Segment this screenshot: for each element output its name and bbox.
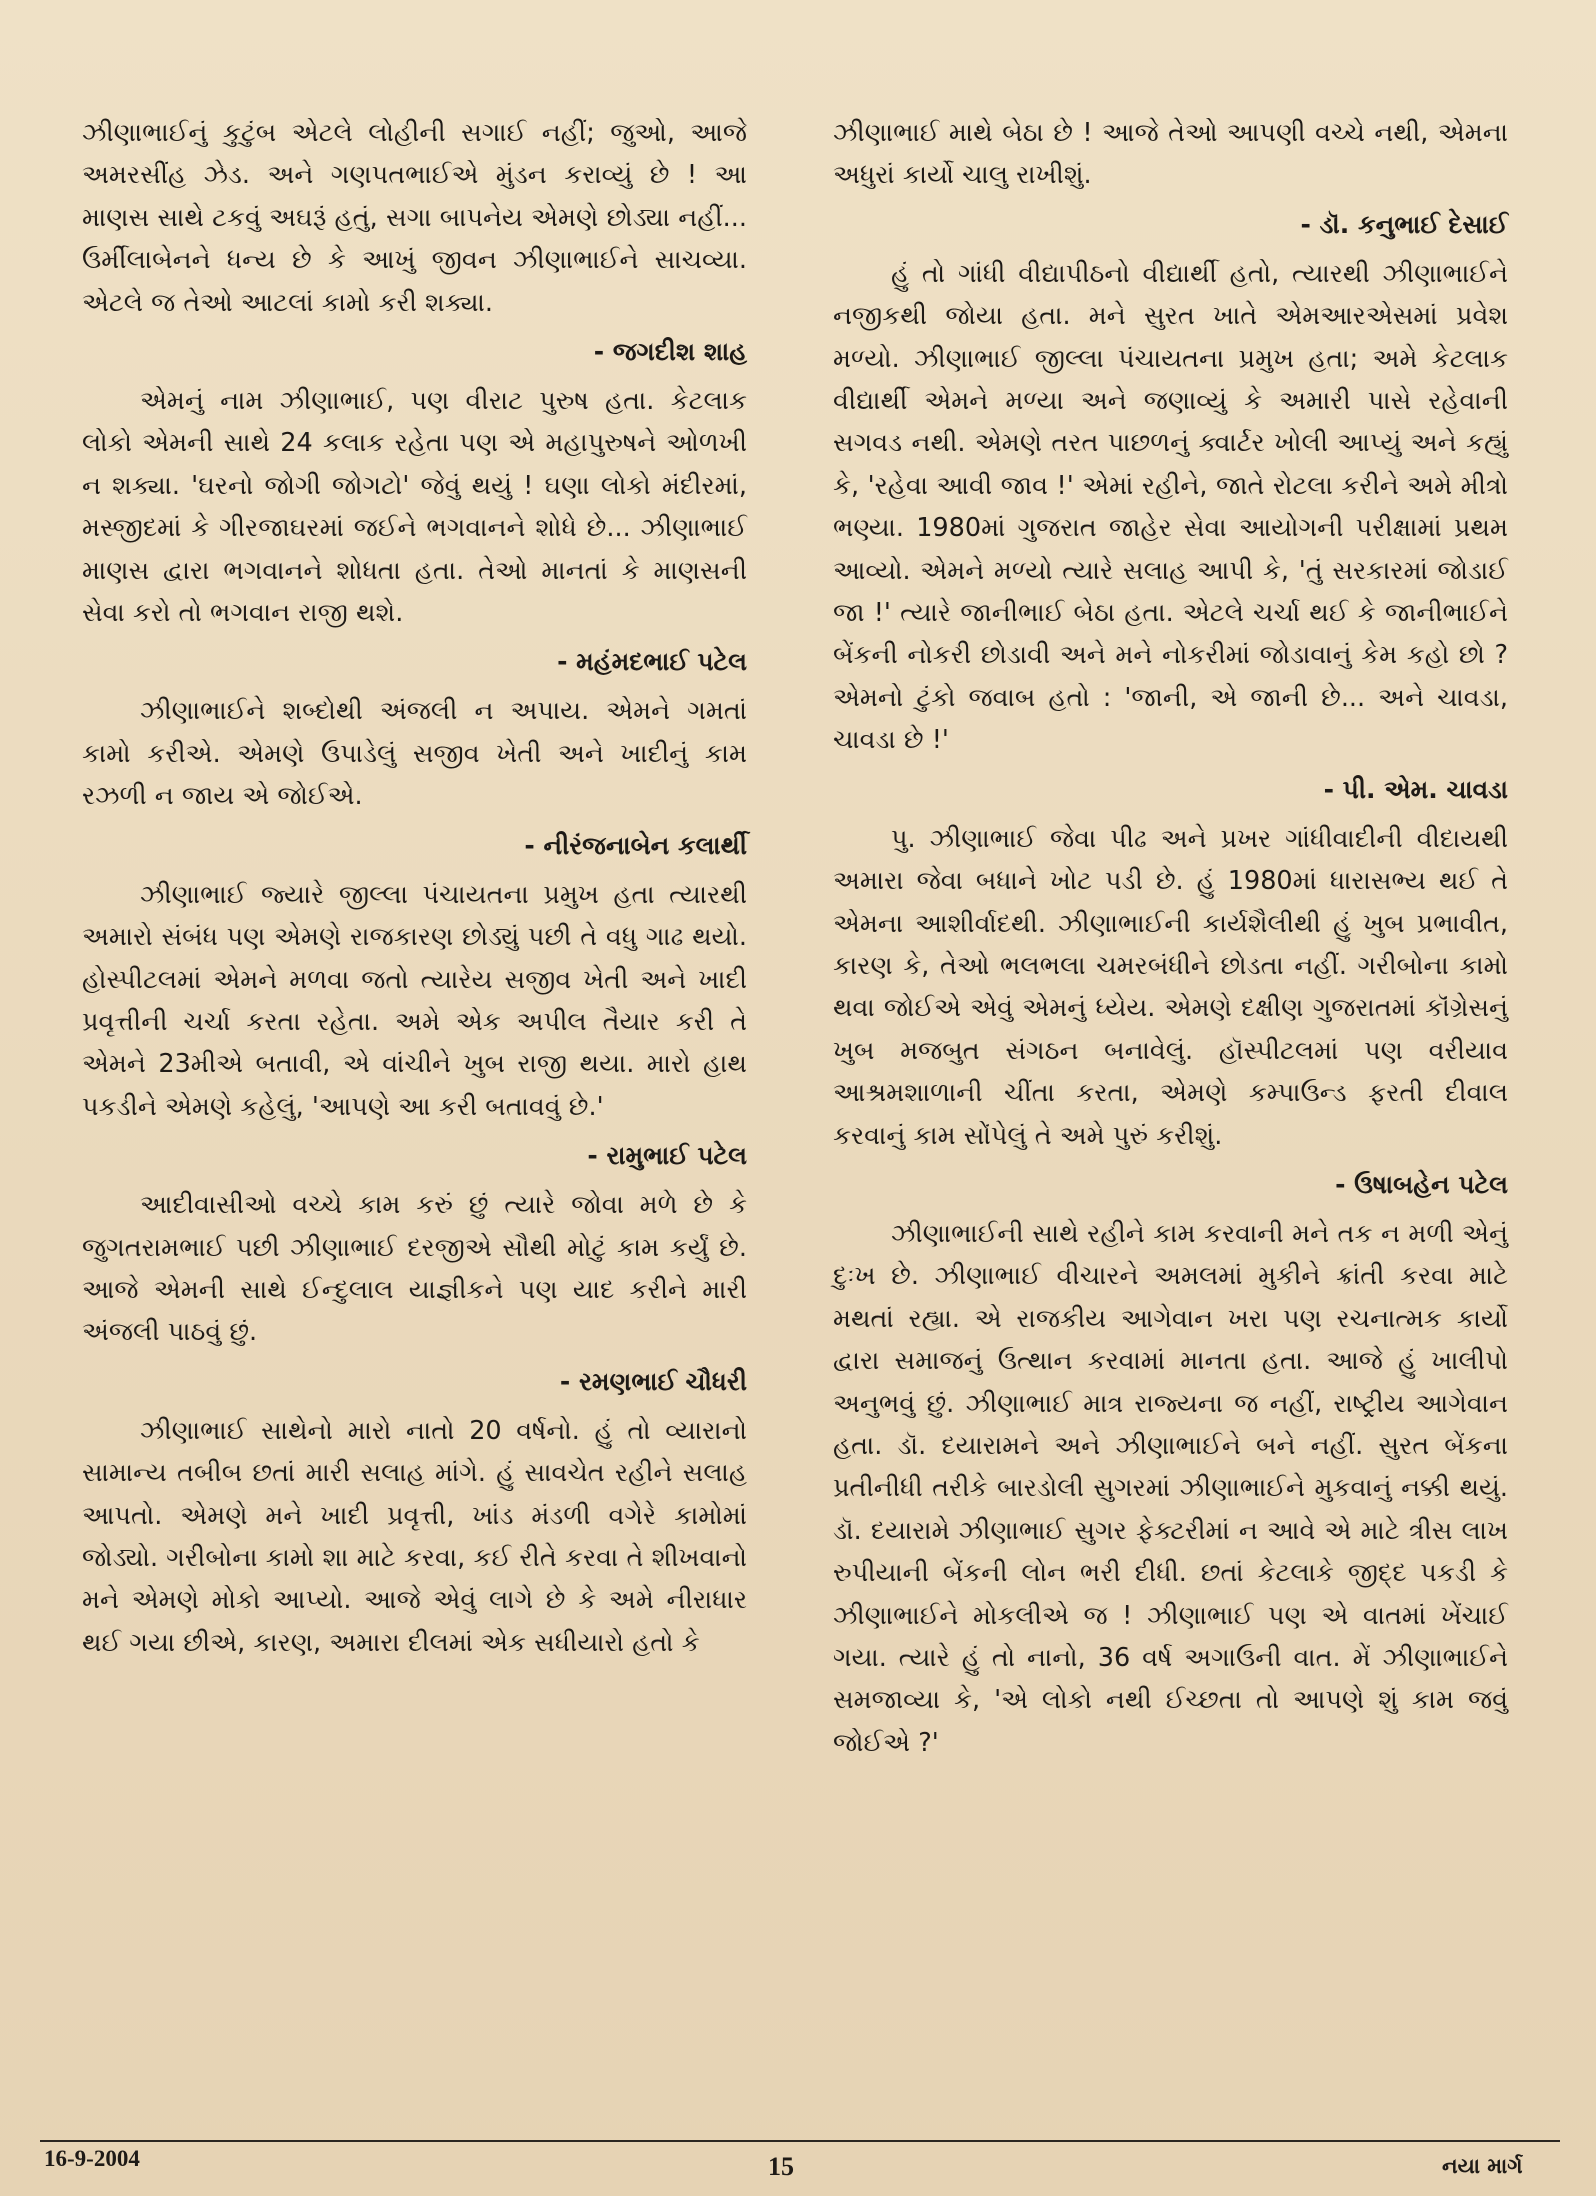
paragraph: ઝીણાભાઈ સાથેનો મારો નાતો 20 વર્ષનો. હું તો વ્યારાનો સામાન્ય તબીબ છતાં મારી સલાહ માંગે. હું સાવચેત રહીને સલાહ આપતો. એમણે મને ખાદી પ્રવૃત્તી, ખાંડ મંડળી વગેરે કામોમાં જોડ્યો. ગરીબોના કામો શા માટે કરવા, કઈ રીતે કરવા તે શીખવાનો મને એમણે મોકો આપ્યો. આજે એવું લાગે છે કે અમે નીરાધાર થઈ ગયા છીએ, કારણ, અમારા દીલમાં એક સધીયારો હતો કે xyxy=(82,1415,747,1658)
paragraph: હું તો ગાંધી વીદ્યાપીઠનો વીદ્યાર્થી હતો, ત્યારથી ઝીણાભાઈને નજીકથી જોયા હતા. મને સુરત ખાતે એમઆરએસમાં પ્રવેશ મળ્યો. ઝીણાભાઈ જીલ્લા પંચાયતના પ્રમુખ હતા; અમે કેટલાક વીદ્યાર્થી એમને મળ્યા અને જણાવ્યું કે અમારી પાસે રહેવાની સગવડ નથી. એમણે તરત પાછળનું ક્વાર્ટર ખોલી આપ્યું અને કહ્યું કે, 'રહેવા આવી જાવ !' એમાં રહીને, જાતે રોટલા કરીને અમે મીત્રો ભણ્યા. 1980માં ગુજરાત જાહેર સેવા આયોગની પરીક્ષામાં પ્રથમ આવ્યો. એમને મળ્યો ત્યારે સલાહ આપી કે, 'તું સરકારમાં જોડાઈ જા !' ત્યારે જાનીભાઈ બેઠા હતા. એટલે ચર્ચા થઈ કે જાનીભાઈને બેંકની નોકરી છોડાવી અને મને નોકરીમાં જોડાવાનું કેમ કહો છો ? એમનો ટુંકો જવાબ હતો : 'જાની, એ જાની છે... અને ચાવડા, ચાવડા છે !' xyxy=(833,258,1508,756)
paragraph: ઝીણાભાઈ જ્યારે જીલ્લા પંચાયતના પ્રમુખ હતા ત્યારથી અમારો સંબંધ પણ એમણે રાજકારણ છોડ્યું પછી તે વધુ ગાઢ થયો. હોસ્પીટલમાં એમને મળવા જતો ત્યારેય સજીવ ખેતી અને ખાદી પ્રવૃત્તીની ચર્ચા કરતા રહેતા. અમે એક અપીલ તૈયાર કરી તે એમને 23મીએ બતાવી, એ વાંચીને ખુબ રાજી થયા. મારો હાથ પકડીને એમણે કહેલું, 'આપણે આ કરી બતાવવું છે.' xyxy=(82,879,747,1122)
signature: - મહંમદભાઈ પટેલ xyxy=(557,647,747,677)
signature: - પી. એમ. ચાવડા xyxy=(1323,774,1508,804)
paragraph: ઝીણાભાઈ માથે બેઠા છે ! આજે તેઓ આપણી વચ્ચે નથી, એમના અધુરાં કાર્યો ચાલુ રાખીશું. xyxy=(833,118,1508,191)
footer-divider xyxy=(40,2140,1560,2142)
signature: - રમણભાઈ ચૌધરી xyxy=(559,1366,747,1396)
paragraph: આદીવાસીઓ વચ્ચે કામ કરું છું ત્યારે જોવા મળે છે કે જુગતરામભાઈ પછી ઝીણાભાઈ દરજીએ સૌથી મોટું કામ કર્યું છે. આજે એમની સાથે ઈન્દુલાલ યાજ્ઞીકને પણ યાદ કરીને મારી અંજલી પાઠવું છું. xyxy=(82,1190,747,1348)
paragraph: ઝીણાભાઈની સાથે રહીને કામ કરવાની મને તક ન મળી એનું દુઃખ છે. ઝીણાભાઈ વીચારને અમલમાં મુકીને ક્રાંતી કરવા માટે મથતાં રહ્યા. એ રાજકીય આગેવાન ખરા પણ રચનાત્મક કાર્યો દ્વારા સમાજનું ઉત્થાન કરવામાં માનતા હતા. આજે હું ખાલીપો અનુભવું છું. ઝીણાભાઈ માત્ર રાજ્યના જ નહીં, રાષ્ટ્રીય આગેવાન હતા. ડૉ. દયારામને અને ઝીણાભાઈને બને નહીં. સુરત બેંકના પ્રતીનીધી તરીકે બારડોલી સુગરમાં ઝીણાભાઈને મુકવાનું નક્કી થયું. ડૉ. દયારામે ઝીણાભાઈ સુગર ફેક્ટરીમાં ન આવે એ માટે ત્રીસ લાખ રુપીયાની બેંકની લોન ભરી દીધી. છતાં કેટલાકે જીદ્દ પકડી કે ઝીણાભાઈને મોકલીએ જ ! ઝીણાભાઈ પણ એ વાતમાં ખેંચાઈ ગયા. ત્યારે હું તો નાનો, 36 વર્ષ અગાઉની વાત. મેં ઝીણાભાઈને સમજાવ્યા કે, 'એ લોકો નથી ઈચ્છતા તો આપણે શું કામ જવું જોઈએ ?' xyxy=(833,1218,1508,1758)
page-number: 15 xyxy=(768,2152,794,2181)
paragraph: ઝીણાભાઈનું કુટુંબ એટલે લોહીની સગાઈ નહીં; જુઓ, આજે અમરસીંહ ઝેડ. અને ગણપતભાઈએ મુંડન કરાવ્યું છે ! આ માણસ સાથે ટકવું અઘરૂં હતું, સગા બાપનેય એમણે છોડ્યા નહીં... ઉર્મીલાબેનને ધન્ય છે કે આખું જીવન ઝીણાભાઈને સાચવ્યા. એટલે જ તેઓ આટલાં કામો કરી શક્યા. xyxy=(82,118,747,318)
signature: - રામુભાઈ પટેલ xyxy=(587,1141,747,1171)
signature: - ઉષાબહેન પટેલ xyxy=(1335,1169,1508,1199)
paragraph: એમનું નામ ઝીણાભાઈ, પણ વીરાટ પુરુષ હતા. કેટલાક લોકો એમની સાથે 24 કલાક રહેતા પણ એ મહાપુરુષને ઓળખી ન શક્યા. 'ઘરનો જોગી જોગટો' જેવું થયું ! ઘણા લોકો મંદીરમાં, મસ્જીદમાં કે ગીરજાઘરમાં જઈને ભગવાનને શોધે છે... ઝીણાભાઈ માણસ દ્વારા ભગવાનને શોધતા હતા. તેઓ માનતાં કે માણસની સેવા કરો તો ભગવાન રાજી થશે. xyxy=(82,386,747,629)
footer-date: 16-9-2004 xyxy=(44,2146,140,2171)
right-column xyxy=(833,112,1508,1764)
signature: - ડૉ. કનુભાઈ દેસાઈ xyxy=(1300,209,1508,239)
signature: - જગદીશ શાહ xyxy=(593,337,747,367)
signature: - નીરંજનાબેન કલાર્થી xyxy=(524,830,747,860)
paragraph: ઝીણાભાઈને શબ્દોથી અંજલી ન અપાય. એમને ગમતાં કામો કરીએ. એમણે ઉપાડેલું સજીવ ખેતી અને ખાદીનું કામ રઝળી ન જાય એ જોઈએ. xyxy=(82,696,747,812)
magazine-name: નયા માર્ગ xyxy=(1442,2154,1523,2178)
paragraph: પુ. ઝીણાભાઈ જેવા પીઢ અને પ્રખર ગાંધીવાદીની વીદાયથી અમારા જેવા બધાને ખોટ પડી છે. હું 1980માં ધારાસભ્ય થઈ તે એમના આશીર્વાદથી. ઝીણાભાઈની કાર્યશૈલીથી હું ખુબ પ્રભાવીત, કારણ કે, તેઓ ભલભલા ચમરબંધીને છોડતા નહીં. ગરીબોના કામો થવા જોઈએ એવું એમનું ધ્યેય. એમણે દક્ષીણ ગુજરાતમાં કૉંગ્રેસનું ખુબ મજબુત સંગઠન બનાવેલું. હૉસ્પીટલમાં પણ વરીયાવ આશ્રમશાળાની ચીંતા કરતા, એમણે કમ્પાઉન્ડ ફરતી દીવાલ કરવાનું કામ સોંપેલું તે અમે પુરું કરીશું. xyxy=(833,823,1508,1151)
left-column xyxy=(82,112,747,1664)
